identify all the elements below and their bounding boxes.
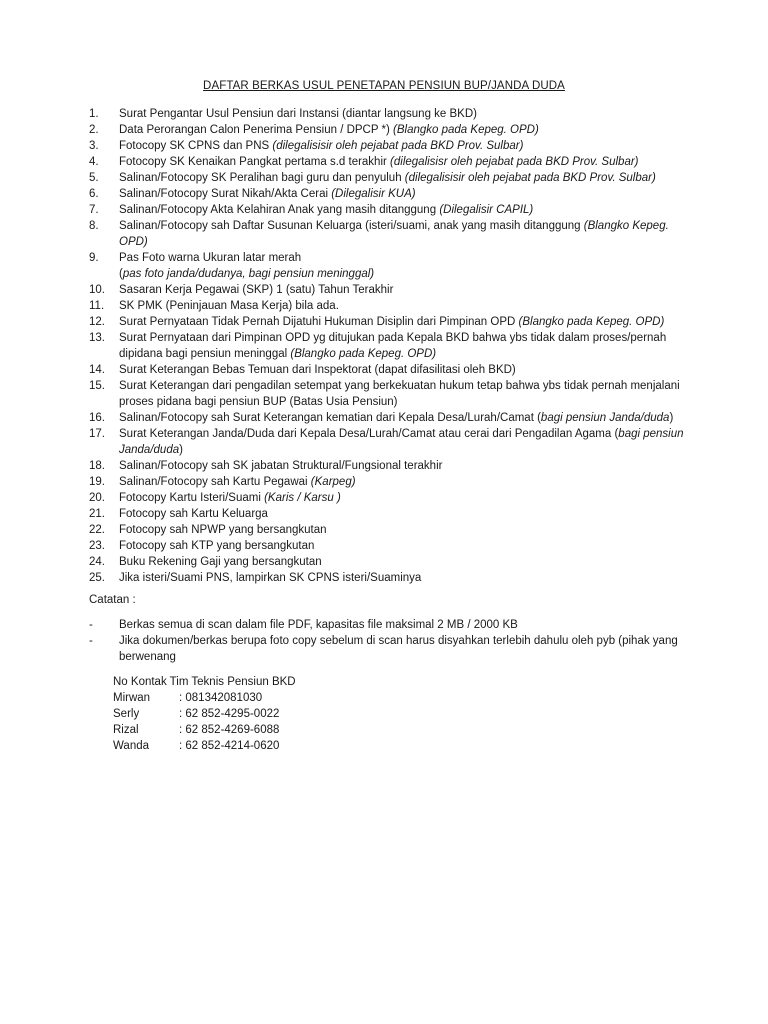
item-number: 13. bbox=[89, 332, 105, 344]
list-item bbox=[89, 330, 689, 362]
item-number: 24. bbox=[89, 556, 105, 568]
item-note: (Dilegalisir CAPIL) bbox=[439, 204, 534, 216]
contact-row bbox=[113, 690, 296, 706]
list-item bbox=[89, 522, 689, 538]
item-text: Data Perorangan Calon Penerima Pensiun / DPCP *) bbox=[119, 124, 394, 136]
contact-phone: : 62 852-4269-6088 bbox=[179, 724, 280, 736]
item-number: 12. bbox=[89, 316, 105, 328]
item-text: Fotocopy sah NPWP yang bersangkutan bbox=[119, 524, 327, 536]
note-dash: - bbox=[89, 635, 93, 647]
list-item bbox=[89, 138, 689, 154]
contact-row bbox=[113, 706, 296, 722]
item-number: 8. bbox=[89, 220, 99, 232]
item-text: Sasaran Kerja Pegawai (SKP) 1 (satu) Tahun Terakhir bbox=[119, 284, 394, 296]
list-item bbox=[89, 538, 689, 554]
contact-heading: No Kontak Tim Teknis Pensiun BKD bbox=[113, 676, 296, 688]
item-number: 3. bbox=[89, 140, 99, 152]
item-text: Fotocopy sah KTP yang bersangkutan bbox=[119, 540, 315, 552]
item-note: (Karis / Karsu ) bbox=[264, 492, 341, 504]
note-item bbox=[89, 633, 689, 665]
item-text: Salinan/Fotocopy sah Daftar Susunan Keluarga (isteri/suami, anak yang masih ditanggung bbox=[119, 220, 584, 232]
list-item bbox=[89, 554, 689, 570]
item-text: Pas Foto warna Ukuran latar merah ( bbox=[119, 252, 302, 280]
item-text: Surat Keterangan Bebas Temuan dari Inspektorat (dapat difasilitasi oleh BKD) bbox=[119, 364, 516, 376]
item-number: 7. bbox=[89, 204, 99, 216]
list-item bbox=[89, 458, 689, 474]
item-text: Salinan/Fotocopy sah Kartu Pegawai bbox=[119, 476, 311, 488]
contact-phone: : 62 852-4214-0620 bbox=[179, 740, 280, 752]
note-item bbox=[89, 617, 689, 633]
requirements-list bbox=[89, 106, 689, 586]
item-number: 15. bbox=[89, 380, 105, 392]
list-item bbox=[89, 506, 689, 522]
item-note: (Karpeg) bbox=[310, 476, 356, 488]
item-number: 22. bbox=[89, 524, 105, 536]
list-item bbox=[89, 490, 689, 506]
item-text: Surat Pengantar Usul Pensiun dari Instansi (diantar langsung ke BKD) bbox=[119, 108, 477, 120]
item-text: Surat Pernyataan dari Pimpinan OPD yg ditujukan pada Kepala BKD bahwa ybs tidak dalam proses/pernah dipidana bagi pensiun meninggal bbox=[119, 332, 667, 360]
item-text: Surat Keterangan Janda/Duda dari Kepala Desa/Lurah/Camat atau cerai dari Pengadilan Agama ( bbox=[119, 428, 619, 440]
item-text-after: ) bbox=[669, 412, 674, 424]
contact-phone: : 081342081030 bbox=[179, 692, 263, 704]
item-text: Salinan/Fotocopy Surat Nikah/Akta Cerai bbox=[119, 188, 332, 200]
item-number: 25. bbox=[89, 572, 105, 584]
item-number: 5. bbox=[89, 172, 99, 184]
item-text: Surat Keterangan dari pengadilan setempat yang berkekuatan hukum tetap bahwa ybs tidak pernah menjalani proses pidana bagi pensiun BUP (Batas Usia Pensiun) bbox=[119, 380, 680, 408]
item-text: Salinan/Fotocopy sah Surat Keterangan kematian dari Kepala Desa/Lurah/Camat ( bbox=[119, 412, 541, 424]
item-number: 9. bbox=[89, 252, 99, 264]
list-item bbox=[89, 474, 689, 490]
list-item bbox=[89, 218, 689, 250]
item-text: Fotocopy SK CPNS dan PNS bbox=[119, 140, 273, 152]
item-note: (dilegalisisir oleh pejabat pada BKD Prov. Sulbar) bbox=[272, 140, 524, 152]
contact-phone: : 62 852-4295-0022 bbox=[179, 708, 280, 720]
notes-list bbox=[89, 617, 689, 665]
notes-label: Catatan : bbox=[89, 594, 136, 606]
list-item bbox=[89, 410, 689, 426]
item-text: Fotocopy sah Kartu Keluarga bbox=[119, 508, 268, 520]
item-number: 23. bbox=[89, 540, 105, 552]
item-text: Jika isteri/Suami PNS, lampirkan SK CPNS isteri/Suaminya bbox=[119, 572, 422, 584]
item-note: (Blangko pada Kepeg. OPD) bbox=[393, 124, 539, 136]
list-item bbox=[89, 570, 689, 586]
item-number: 14. bbox=[89, 364, 105, 376]
list-item bbox=[89, 202, 689, 218]
list-item bbox=[89, 250, 689, 282]
item-number: 20. bbox=[89, 492, 105, 504]
item-note: pas foto janda/dudanya, bagi pensiun meninggal) bbox=[122, 268, 375, 280]
document-title: DAFTAR BERKAS USUL PENETAPAN PENSIUN BUP/JANDA DUDA bbox=[203, 80, 565, 92]
list-item bbox=[89, 314, 689, 330]
item-number: 6. bbox=[89, 188, 99, 200]
item-text: SK PMK (Peninjauan Masa Kerja) bila ada. bbox=[119, 300, 339, 312]
item-note: (Blangko pada Kepeg. OPD) bbox=[290, 348, 437, 360]
item-note: (Blangko pada Kepeg. OPD) bbox=[518, 316, 665, 328]
item-text: Fotocopy Kartu Isteri/Suami bbox=[119, 492, 265, 504]
item-text-after: ) bbox=[179, 444, 183, 456]
item-note: (Dilegalisir KUA) bbox=[331, 188, 416, 200]
item-number: 17. bbox=[89, 428, 105, 440]
item-number: 2. bbox=[89, 124, 99, 136]
list-item bbox=[89, 298, 689, 314]
item-number: 11. bbox=[89, 300, 105, 312]
list-item bbox=[89, 154, 689, 170]
contact-name: Serly bbox=[113, 708, 140, 720]
contact-block bbox=[113, 674, 296, 754]
item-text: Fotocopy SK Kenaikan Pangkat pertama s.d terakhir bbox=[119, 156, 391, 168]
item-text: Salinan/Fotocopy Akta Kelahiran Anak yang masih ditanggung bbox=[119, 204, 440, 216]
note-text: Jika dokumen/berkas berupa foto copy sebelum di scan harus disyahkan terlebih dahulu oleh pyb (pihak yang berwenang bbox=[119, 635, 678, 663]
item-text: Salinan/Fotocopy sah SK jabatan Struktural/Fungsional terakhir bbox=[119, 460, 443, 472]
list-item bbox=[89, 426, 689, 458]
item-text: Buku Rekening Gaji yang bersangkutan bbox=[119, 556, 322, 568]
contact-row bbox=[113, 722, 296, 738]
contact-name: Rizal bbox=[113, 724, 139, 736]
item-number: 21. bbox=[89, 508, 105, 520]
item-number: 16. bbox=[89, 412, 105, 424]
list-item bbox=[89, 170, 689, 186]
list-item bbox=[89, 378, 689, 410]
item-text: Surat Pernyataan Tidak Pernah Dijatuhi Hukuman Disiplin dari Pimpinan OPD bbox=[119, 316, 519, 328]
item-note: (Blangko Kepeg. OPD) bbox=[119, 220, 669, 248]
item-note: (dilegalisisr oleh pejabat pada BKD Prov. Sulbar) bbox=[390, 156, 639, 168]
list-item bbox=[89, 282, 689, 298]
item-note: bagi pensiun Janda/duda bbox=[119, 428, 684, 456]
item-number: 18. bbox=[89, 460, 105, 472]
item-number: 1. bbox=[89, 108, 99, 120]
item-note: (dilegalisisir oleh pejabat pada BKD Prov. Sulbar) bbox=[404, 172, 656, 184]
item-number: 4. bbox=[89, 156, 99, 168]
contact-name: Wanda bbox=[113, 740, 150, 752]
list-item bbox=[89, 186, 689, 202]
item-number: 19. bbox=[89, 476, 105, 488]
item-note: bagi pensiun Janda/duda bbox=[540, 412, 670, 424]
item-number: 10. bbox=[89, 284, 105, 296]
contact-row bbox=[113, 738, 296, 754]
note-dash: - bbox=[89, 619, 93, 631]
contact-name: Mirwan bbox=[113, 692, 151, 704]
list-item bbox=[89, 122, 689, 138]
note-text: Berkas semua di scan dalam file PDF, kapasitas file maksimal 2 MB / 2000 KB bbox=[119, 619, 518, 631]
list-item bbox=[89, 362, 689, 378]
list-item bbox=[89, 106, 689, 122]
item-text: Salinan/Fotocopy SK Peralihan bagi guru dan penyuluh bbox=[119, 172, 405, 184]
